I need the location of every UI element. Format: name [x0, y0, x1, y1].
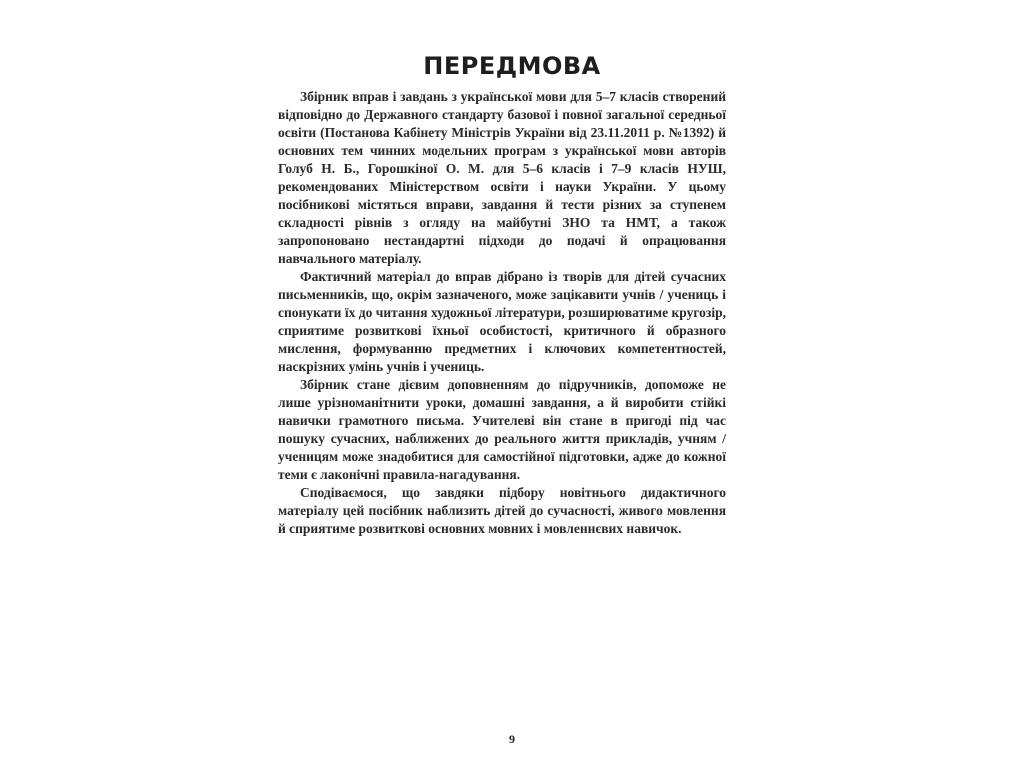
preface-paragraph-4: Сподіваємося, що завдяки підбору новітнього дидактичного матеріалу цей посібник наблизить дітей до сучасності, живого мовлення й сприятиме розвиткові основних мовних і мовленнєвих навичок.	[278, 485, 726, 536]
preface-body	[278, 88, 726, 538]
preface-paragraph-1: Збірник вправ і завдань з української мови для 5–7 класів створений відповідно до Державного стандарту базової і повної загальної середньої освіти (Постанова Кабінету Міністрів України від 23.11.2011 р. №1392) й основних тем чинних модельних програм з української мови авторів Голуб Н. Б., Горошкіної О. М. для 5–6 класів і 7–9 класів НУШ, рекомендованих Міністерством освіти і науки України. У цьому посібникові містяться вправи, завдання й тести різних за ступенем складності рівнів з огляду на майбутні ЗНО та НМТ, а також запропоновано нестандартні підходи до подачі й опрацювання навчального матеріалу.	[278, 89, 726, 266]
preface-paragraph-2: Фактичний матеріал до вправ дібрано із творів для дітей сучасних письменників, що, окрім зазначеного, може зацікавити учнів / учениць і спонукати їх до читання художньої літератури, розширюватиме кругозір, сприятиме розвиткові їхньої особистості, критичного й образного мислення, формуванню предметних і ключових компетентностей, наскрізних умінь учнів і учениць.	[278, 269, 726, 374]
page-title: ПЕРЕДМОВА	[423, 52, 601, 80]
page-number: 9	[509, 732, 515, 746]
preface-paragraph-3: Збірник стане дієвим доповненням до підручників, допоможе не лише урізноманітнити уроки, домашні завдання, а й виробити стійкі навички грамотного письма. Учителеві він стане в пригоді під час пошуку сучасних, наближених до реального життя прикладів, учням / ученицям може знадобитися для самостійної підготовки, адже до кожної теми є лаконічні правила-нагадування.	[278, 377, 726, 482]
